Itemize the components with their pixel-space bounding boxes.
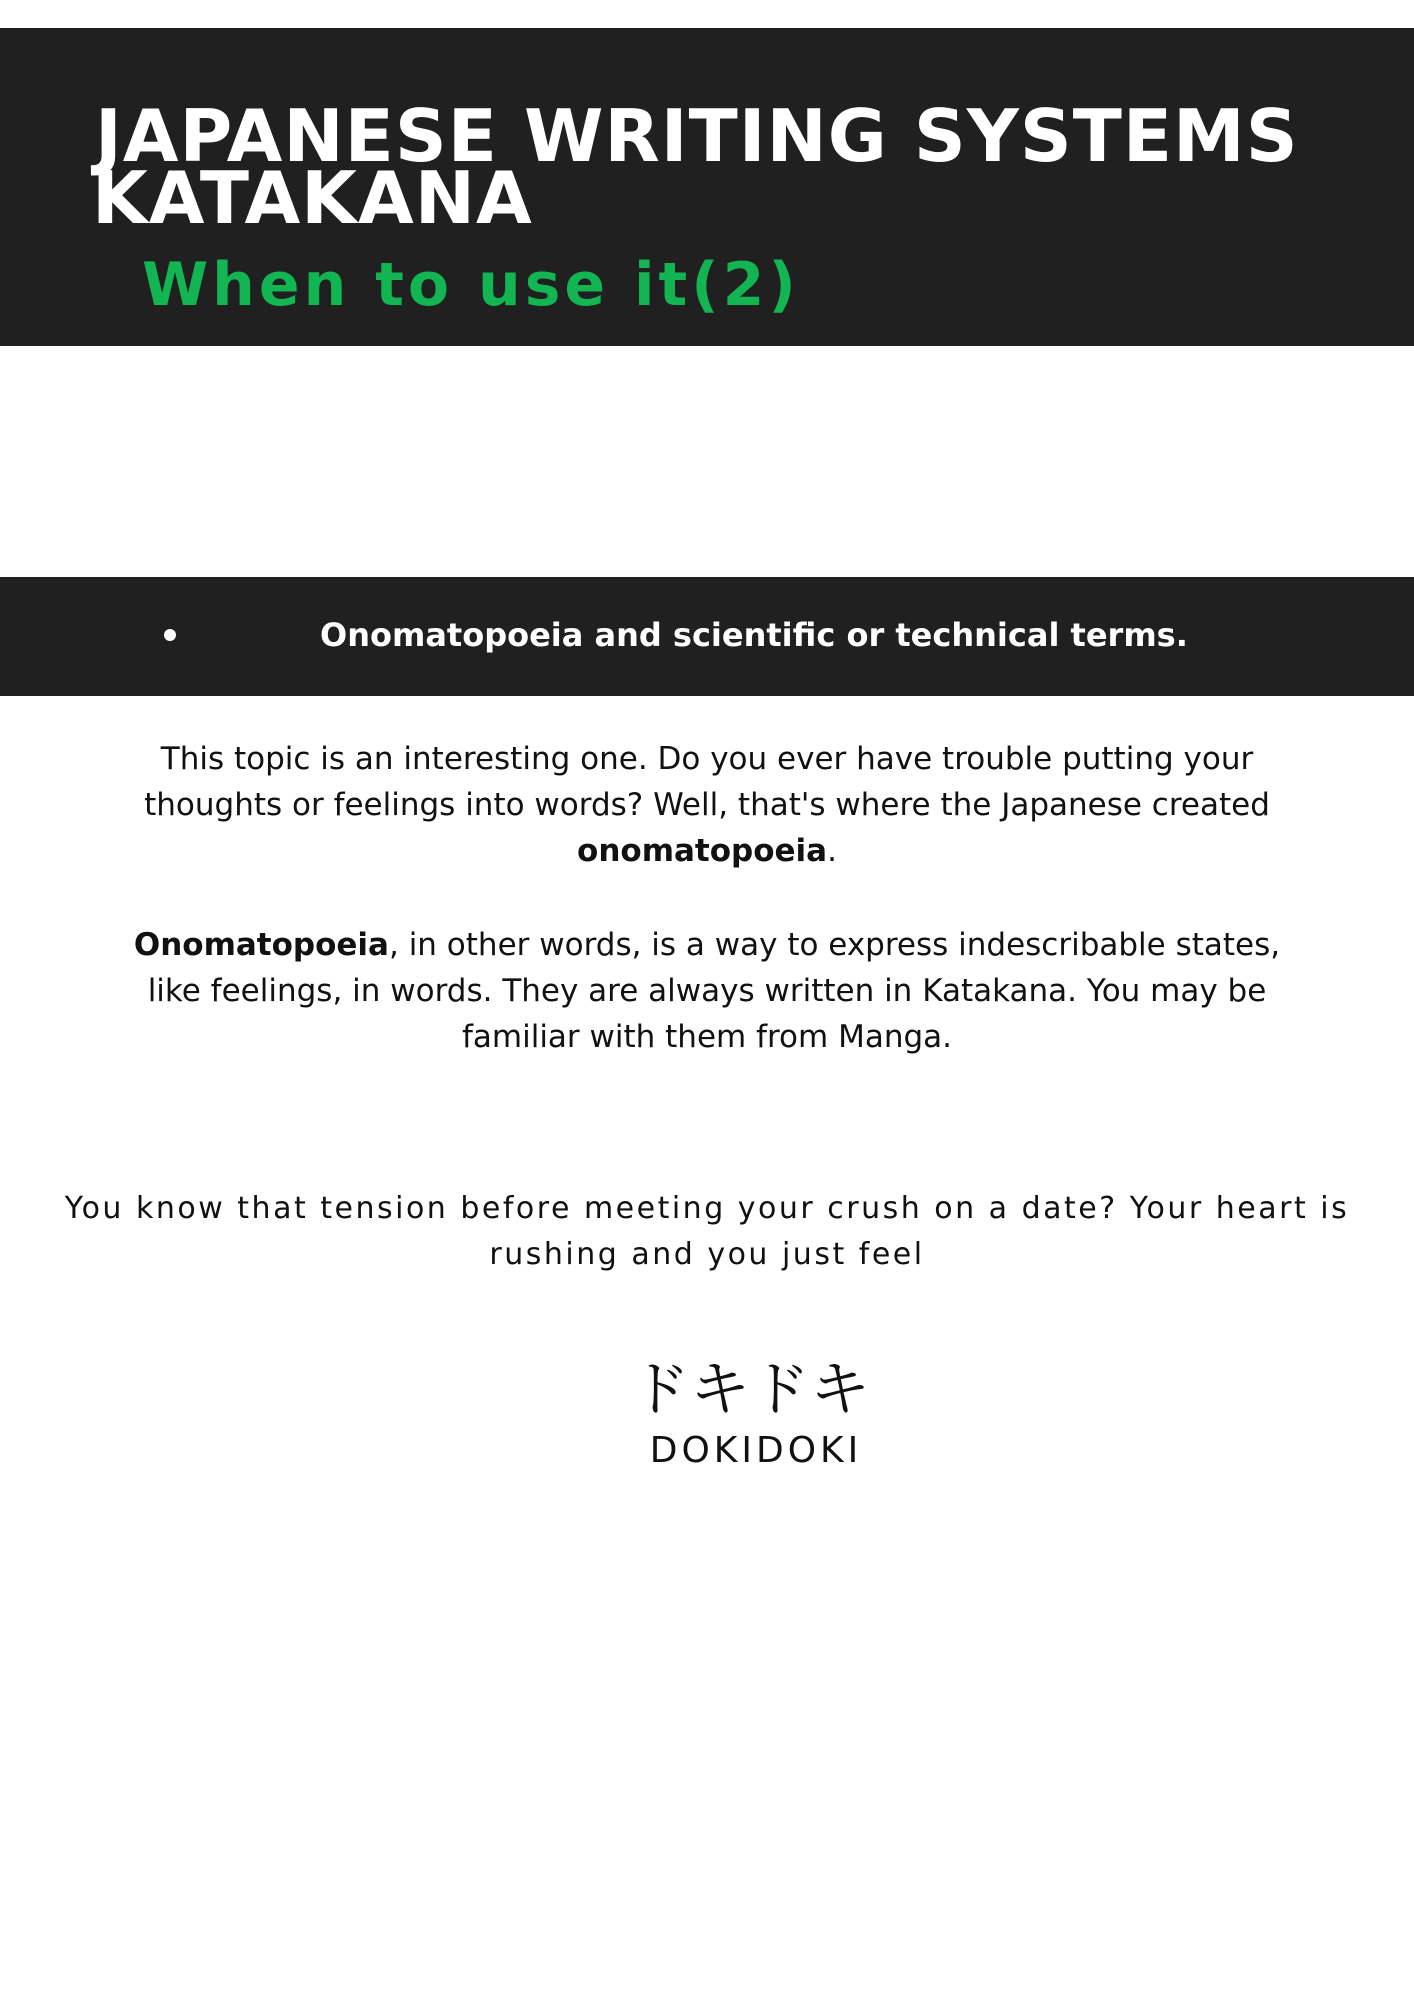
intro-end: . [827, 833, 837, 869]
example-katakana: ドキドキ [630, 1355, 870, 1425]
definition-bold-term: Onomatopoeia [133, 927, 389, 963]
example-romaji: DOKIDOKI [649, 1430, 863, 1471]
definition-paragraph [120, 922, 1294, 1060]
intro-bold-term: onomatopoeia [577, 833, 828, 869]
intro-text: This topic is an interesting one. Do you ever have trouble putting your thoughts or feelings into words? Well, that's where the Japanese created [144, 741, 1270, 823]
intro-paragraph [120, 736, 1294, 874]
definition-text: , in other words, is a way to express indescribable states, like feelings, in words. They are always written in Katakana. You may be familiar with them from Manga. [147, 927, 1281, 1055]
topic-heading: Onomatopoeia and scientific or technical terms. [320, 616, 1188, 654]
page-title-line1: JAPANESE WRITING SYSTEMS [95, 94, 1299, 178]
example-paragraph: You know that tension before meeting your crush on a date? Your heart is rushing and you just feel [64, 1191, 1350, 1272]
page-title-line2: KATAKANA [92, 156, 533, 240]
page-subtitle: When to use it(2) [142, 250, 800, 320]
bullet-icon [164, 629, 176, 641]
